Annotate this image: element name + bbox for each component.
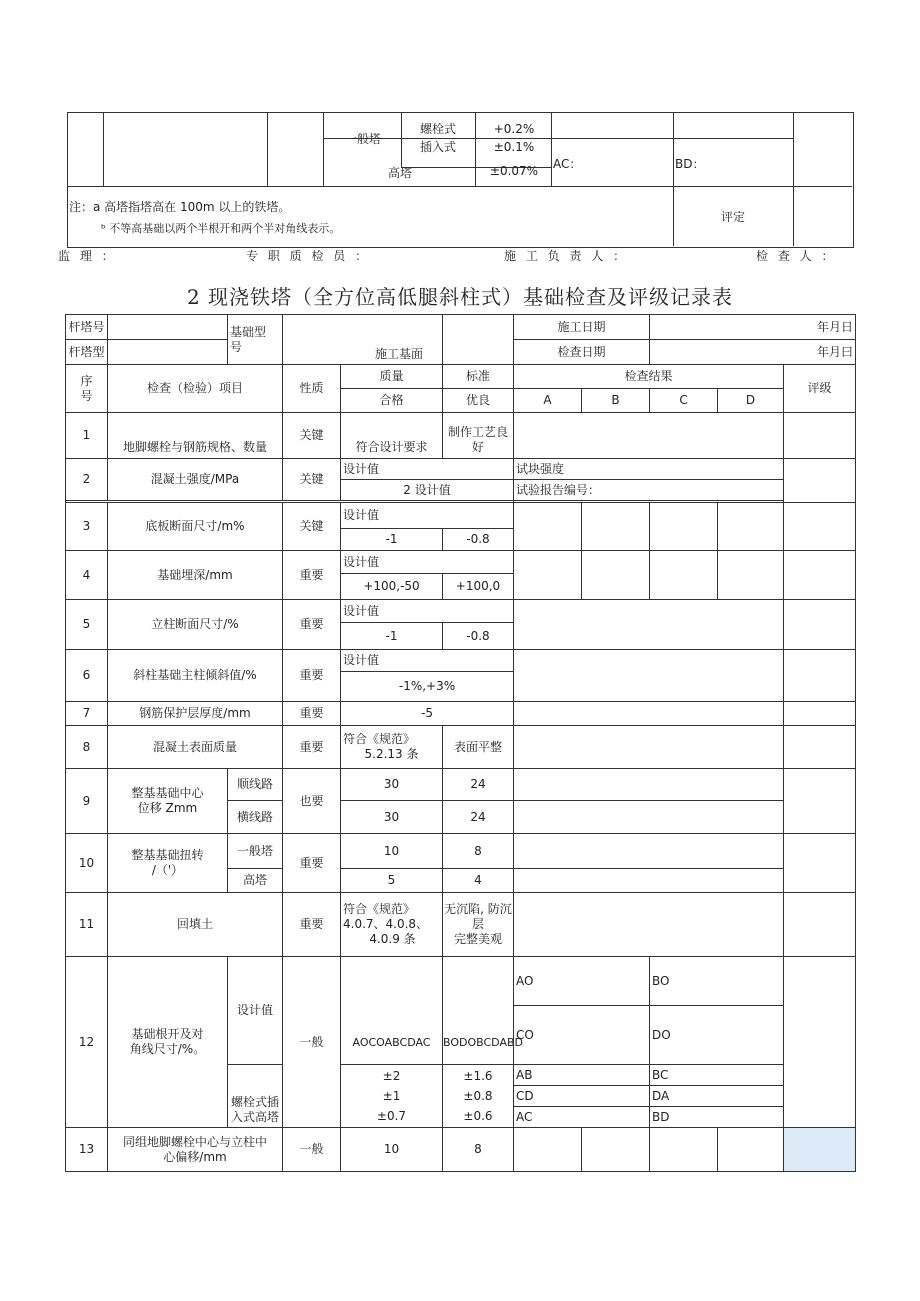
note-a: 注：a 高塔指塔高在 100m 以上的铁塔。 bbox=[69, 200, 291, 214]
grade-header: 评级 bbox=[784, 365, 856, 413]
insert-type-label: 插入式 bbox=[419, 140, 457, 154]
pass-header: 合格 bbox=[341, 389, 443, 413]
note-b: ᵇ 不等高基础以两个半根开和两个半对角线表示。 bbox=[101, 222, 341, 235]
rating-label: 评定 bbox=[720, 210, 746, 224]
table-row: 12 基础根开及对 角线尺寸/%。 设计值 一般 AOCOABCDAC BODOBCDABD AO BO bbox=[66, 957, 856, 1006]
inspection-date-label: 检查日期 bbox=[514, 340, 650, 365]
inspection-date-value: 年月曰 bbox=[650, 340, 856, 365]
construction-base-value bbox=[443, 315, 514, 365]
construction-base-label: 施工基面 bbox=[375, 347, 424, 361]
bd-label: BD： bbox=[675, 157, 705, 171]
construction-date-label: 施工日期 bbox=[514, 315, 650, 340]
quality-header: 质量 bbox=[341, 365, 443, 389]
checker-label: 检 查 人 ： bbox=[756, 249, 837, 263]
result-c-header: C bbox=[650, 389, 718, 413]
table-row: 3 底板断面尺寸/m% 关键 设计值 bbox=[66, 503, 856, 529]
grade-cell-highlighted[interactable] bbox=[784, 1128, 856, 1172]
quality-inspector-label: 专 职 质 检 员 ： bbox=[246, 249, 371, 263]
general-tower-label: 一般塔 bbox=[344, 132, 382, 146]
table-row: 1 地脚螺栓与钢筋规格、数量 关键 符合设计要求 制作工艺良好 bbox=[66, 413, 856, 459]
tower-no-label: 杆塔号 bbox=[66, 315, 108, 340]
result-b-header: B bbox=[582, 389, 650, 413]
seq-header: 序 号 bbox=[66, 365, 108, 413]
item-header: 检查（检验）项目 bbox=[108, 365, 283, 413]
bolt-type-value: +0.2% bbox=[493, 122, 535, 136]
high-tower-value: ±0.07% bbox=[489, 164, 539, 178]
tower-type-value bbox=[108, 340, 228, 365]
result-d-header: D bbox=[718, 389, 784, 413]
excellent-header: 优良 bbox=[443, 389, 514, 413]
standard-header: 标准 bbox=[443, 365, 514, 389]
table-row: 5 立柱断面尺寸/% 重要 设计值 bbox=[66, 600, 856, 623]
table-row: 6 斜柱基础主柱倾斜值/% 重要 设计值 bbox=[66, 650, 856, 672]
page-title: 2 现浇铁塔（全方位高低腿斜柱式）基础检查及评级记录表 bbox=[186, 285, 734, 309]
result-header: 检查结果 bbox=[514, 365, 784, 389]
top-partial-table bbox=[67, 112, 853, 248]
table-row: 13 同组地脚螺栓中心与立柱中 心偏移/mm 一般 10 8 bbox=[66, 1128, 856, 1172]
inspection-record-table: 杆塔号 基础型 号 施工日期 年月日 杆塔型 检查日期 年月曰 序 号 检查（检验）项目 性质 质量 标准 检查结果 评级 合格 优良 A B C D 1 地脚螺栓与钢筋规格、数量 关键 符合设计要求 制作工艺良好 2 混凝土强度/MPa 关键 设计值 试块强度 2 设计值 试验报告编号： 3 底板断面尺寸/m% 关键 设计值 -1 -0.8 4 基础埋深/mm 重要 设计值 +100,-50 +100,0 5 立柱断面尺寸/% 重要 设计值 -1 -0.8 6 斜柱基础主柱倾斜值/% 重要 设计值 -1%,+3% 7 钢筋保护层厚度/mm 重要 -5 8 混凝土表面质量 重要 符合《规范》 5.2.13 条 表面平整 9 整基基础中心 位移 Zmm 顺线路 也要 30 24 横线路 30 24 10 整基基础扭转 /（'） 一般塔 重要 10 8 高塔 5 4 11 回填土 重要 符合《规范》 4.0.7、4.0.8、 4.0.9 条 无沉陷, 防沉层 完整美观 12 基础根开及对 角线尺寸/%。 设计值 一般 AOCOABCDAC BODOBCDABD AO BO CO DO 螺栓式插 入式高塔 ±2 ±1 ±0.7 ±1.6 ±0.8 ±0.6 AB BC CD DA AC BD 13 同组地脚螺栓中心与立柱中 心偏移/mm 一般 10 8 bbox=[65, 314, 856, 1172]
table-row: 9 整基基础中心 位移 Zmm 顺线路 也要 30 24 bbox=[66, 769, 856, 801]
bolt-type-label: 螺栓式 bbox=[419, 122, 457, 136]
foundation-type-label: 基础型 号 bbox=[228, 315, 283, 365]
construction-date-value: 年月日 bbox=[650, 315, 856, 340]
table-row: 11 回填土 重要 符合《规范》 4.0.7、4.0.8、 4.0.9 条 无沉陷, 防沉层 完整美观 bbox=[66, 893, 856, 957]
table-row: 8 混凝土表面质量 重要 符合《规范》 5.2.13 条 表面平整 bbox=[66, 726, 856, 769]
nature-header: 性质 bbox=[283, 365, 341, 413]
table-row: 2 混凝土强度/MPa 关键 设计值 试块强度 bbox=[66, 459, 856, 480]
signature-line bbox=[58, 249, 858, 265]
construction-manager-label: 施 工 负 责 人 ： bbox=[504, 249, 629, 263]
table-row: 7 钢筋保护层厚度/mm 重要 -5 bbox=[66, 702, 856, 726]
tower-no-value bbox=[108, 315, 228, 340]
result-a-header: A bbox=[514, 389, 582, 413]
supervisor-label: 监 理 ： bbox=[58, 249, 117, 263]
high-tower-label: 高塔 bbox=[387, 166, 413, 180]
ac-label: AC： bbox=[553, 157, 582, 171]
tower-type-label: 杆塔型 bbox=[66, 340, 108, 365]
table-row: 10 整基基础扭转 /（'） 一般塔 重要 10 8 bbox=[66, 834, 856, 869]
insert-type-value: ±0.1% bbox=[493, 140, 535, 154]
table-row: 4 基础埋深/mm 重要 设计值 bbox=[66, 551, 856, 574]
